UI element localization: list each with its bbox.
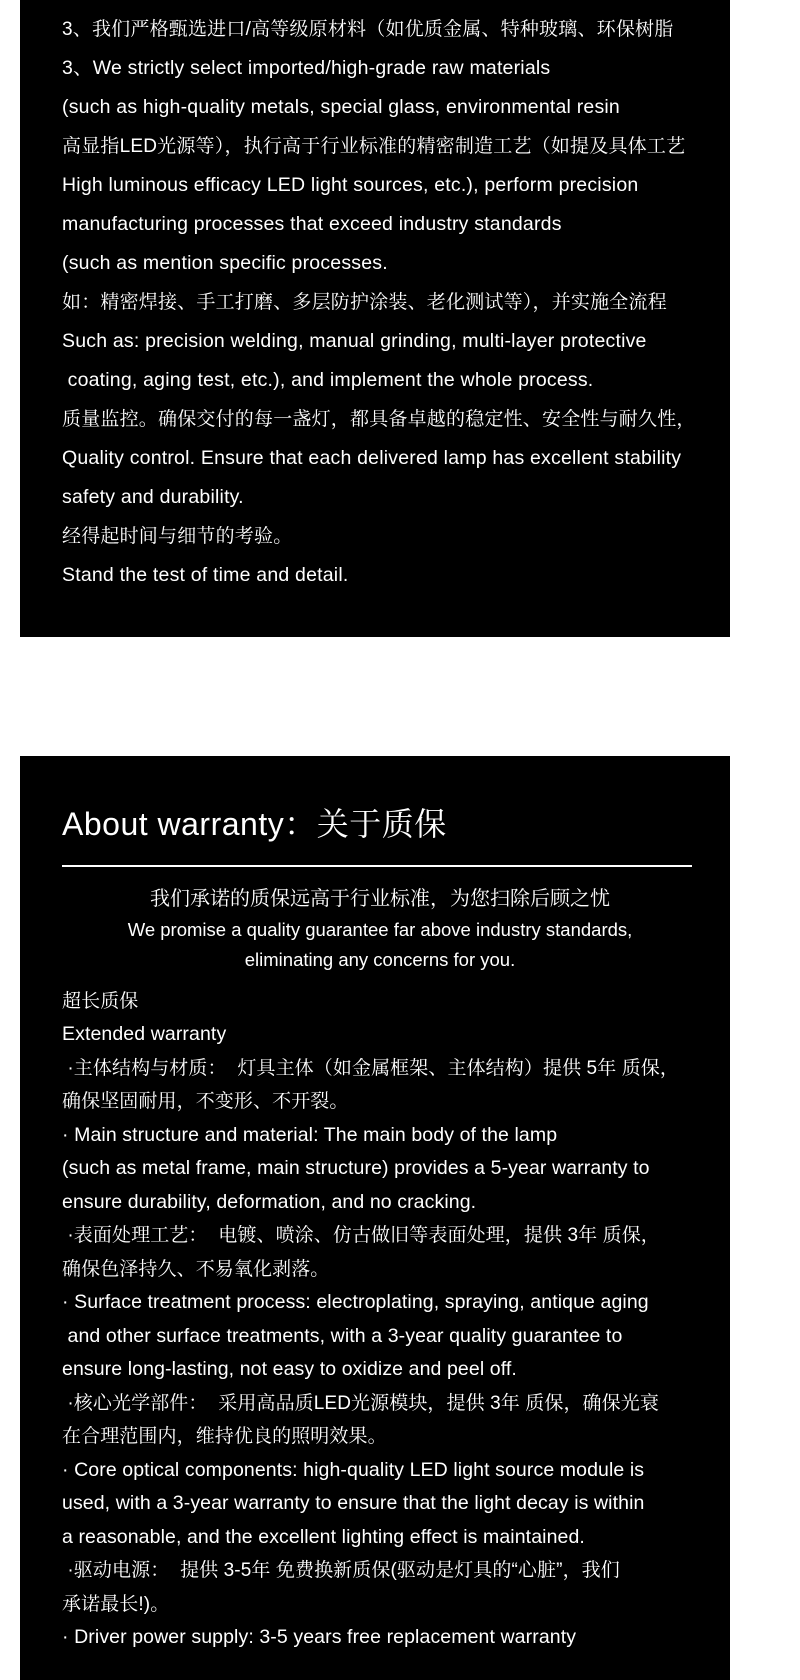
warranty-line: ·主体结构与材质： 灯具主体（如金属框架、主体结构）提供 5年 质保， (62, 1057, 679, 1079)
warranty-promise-block (20, 867, 730, 975)
warranty-line: · Surface treatment process: electroplating, spraying, antique aging (62, 1291, 649, 1314)
warranty-line: ·驱动电源： 提供 3-5年 免费换新质保(驱动是灯具的“心脏”，我们 (62, 1560, 620, 1582)
materials-line: 经得起时间与细节的考验。 (62, 526, 293, 547)
warranty-line: ·表面处理工艺： 电镀、喷涂、仿古做旧等表面处理，提供 3年 质保， (62, 1225, 660, 1247)
warranty-line: used, with a 3-year warranty to ensure that the light decay is within (62, 1492, 645, 1515)
materials-line: coating, aging test, etc.), and implement the whole process. (62, 369, 594, 391)
warranty-section (20, 756, 730, 1680)
warranty-line: 确保坚固耐用，不变形、不开裂。 (62, 1091, 349, 1113)
warranty-line: · Main structure and material: The main body of the lamp (62, 1123, 558, 1146)
materials-line: Quality control. Ensure that each delivered lamp has excellent stability (62, 447, 682, 469)
warranty-promise-en-line1: We promise a quality guarantee far above industry standards, (127, 918, 633, 940)
warranty-line: 超长质保 (62, 990, 139, 1012)
warranty-line: 承诺最长!)。 (62, 1593, 170, 1615)
warranty-line: a reasonable, and the excellent lighting effect is maintained. (62, 1525, 585, 1548)
materials-text-block (20, 10, 730, 595)
warranty-line: ·核心光学部件： 采用高品质LED光源模块，提供 3年 质保，确保光衰 (62, 1392, 659, 1414)
materials-section (20, 0, 730, 637)
materials-line: High luminous efficacy LED light sources, etc.), perform precision (62, 174, 639, 196)
materials-line: 3、We strictly select imported/high-grade raw materials (62, 57, 551, 79)
materials-line: manufacturing processes that exceed industry standards (62, 213, 562, 235)
warranty-line: · Driver power supply: 3-5 years free replacement warranty (62, 1626, 577, 1649)
warranty-text-block (20, 975, 730, 1655)
materials-line: 3、我们严格甄选进口/高等级原材料（如优质金属、特种玻璃、环保树脂 (62, 19, 674, 40)
materials-line: (such as mention specific processes. (62, 252, 388, 274)
warranty-line: · Core optical components: high-quality LED light source module is (62, 1458, 645, 1481)
warranty-line: ensure long-lasting, not easy to oxidize and peel off. (62, 1358, 517, 1381)
materials-line: Such as: precision welding, manual grinding, multi-layer protective (62, 330, 647, 352)
materials-line: 高显指LED光源等），执行高于行业标准的精密制造工艺（如提及具体工艺 (62, 136, 686, 157)
warranty-promise-en-line2: eliminating any concerns for you. (244, 948, 516, 970)
warranty-line: ensure durability, deformation, and no cracking. (62, 1190, 477, 1213)
warranty-line: (such as metal frame, main structure) provides a 5-year warranty to (62, 1157, 650, 1180)
materials-line: safety and durability. (62, 486, 244, 508)
materials-line: 质量监控。确保交付的每一盏灯，都具备卓越的稳定性、安全性与耐久性， (62, 409, 696, 430)
materials-line: (such as high-quality metals, special glass, environmental resin (62, 96, 620, 118)
warranty-line: 在合理范围内，维持优良的照明效果。 (62, 1426, 387, 1448)
warranty-promise-cn: 我们承诺的质保远高于行业标准，为您扫除后顾之忧 (150, 887, 610, 910)
warranty-line: and other surface treatments, with a 3-year quality guarantee to (62, 1324, 623, 1347)
warranty-line: 确保色泽持久、不易氧化剥落。 (62, 1258, 330, 1280)
materials-line: 如：精密焊接、手工打磨、多层防护涂装、老化测试等），并实施全流程 (62, 292, 667, 313)
materials-line: Stand the test of time and detail. (62, 564, 349, 586)
warranty-heading: About warranty：关于质保 (62, 806, 447, 843)
warranty-line: Extended warranty (62, 1023, 227, 1046)
